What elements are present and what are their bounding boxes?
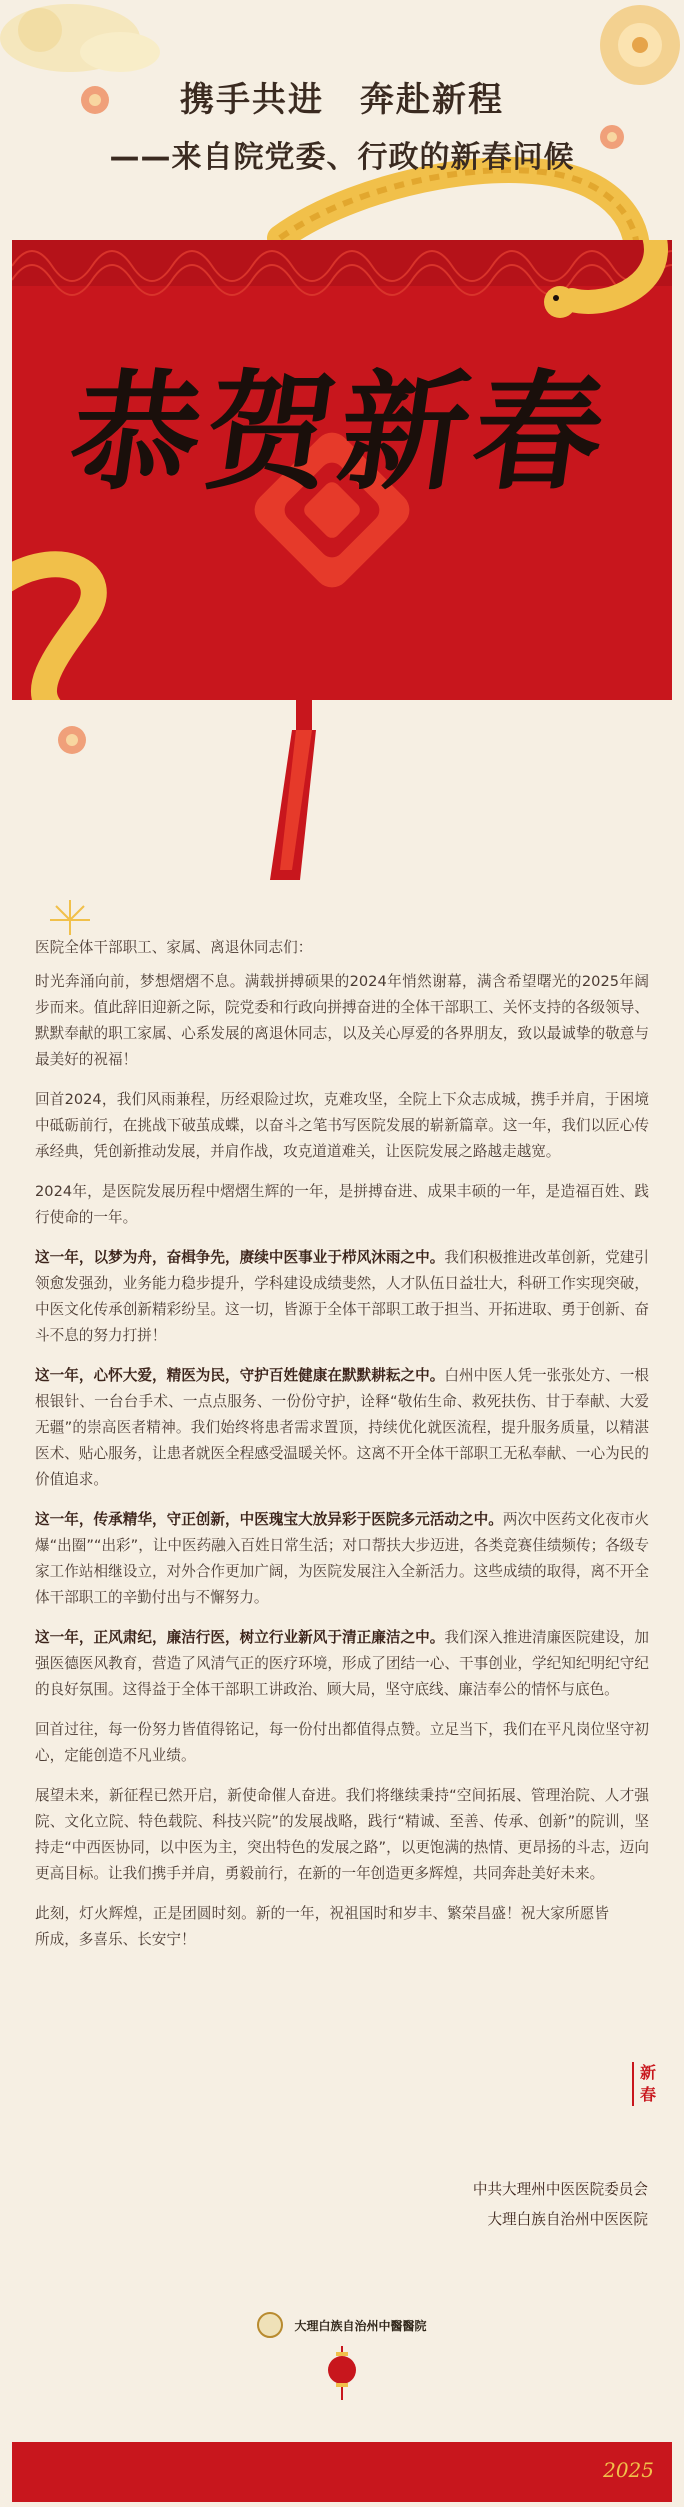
signature-hospital: 大理白族自治州中医医院	[487, 2211, 648, 2228]
tassel-icon	[270, 690, 316, 880]
paragraph: 2024年，是医院发展历程中熠熠生辉的一年，是拼搏奋进、成果丰硕的一年，是造福百姓、践行使命的一年。	[35, 1183, 649, 1226]
paragraph: 这一年，传承精华，守正创新，中医瑰宝大放异彩于医院多元活动之中。两次中医药文化夜市火爆“出圈”“出彩”，让中医药融入百姓日常生活；对口帮扶大步迈进，各类竞赛佳绩频传；各级专家工作站相继设立，对外合作更加广阔，为医院发展注入全新活力。这些成绩的取得，离不开全体干部职工的辛勤付出与不懈努力。	[35, 1511, 649, 1606]
paragraph: 这一年，正风肃纪，廉洁行医，树立行业新风于清正廉洁之中。我们深入推进清廉医院建设，加强医德医风教育，营造了风清气正的医疗环境，形成了团结一心、干事创业，学纪知纪明纪守纪的良好氛围。这得益于全体干部职工讲政治、顾大局，坚守底线、廉洁奉公的情怀与底色。	[35, 1629, 649, 1698]
paragraph: 此刻，灯火辉煌，正是团圆时刻。新的一年，祝祖国时和岁丰、繁荣昌盛！祝大家所愿皆所成，多喜乐、长安宁！	[35, 1905, 609, 1948]
plum-flower-icon	[58, 726, 86, 754]
firework-icon	[50, 900, 90, 935]
logo-emblem-icon	[257, 2312, 283, 2338]
paragraph: 展望未来，新征程已然开启，新使命催人奋进。我们将继续秉持“空间拓展、管理治院、人才强院、文化立院、特色载院、科技兴院”的发展战略，践行“精诚、至善、传承、创新”的院训，坚持走“中西医协同，以中医为主，突出特色的发展之路”，以更饱满的热情、更昂扬的斗志，迈向更高目标。让我们携手并肩，勇毅前行，在新的一年创造更多辉煌，共同奔赴美好未来。	[35, 1787, 649, 1882]
paragraph: 这一年，以梦为舟，奋楫争先，赓续中医事业于栉风沐雨之中。我们积极推进改革创新，党建引领愈发强劲，业务能力稳步提升，学科建设成绩斐然，人才队伍日益壮大，科研工作实现突破，中医文化传承创新精彩纷呈。这一切，皆源于全体干部职工敢于担当、开拓进取、勇于创新、奋斗不息的努力打拼！	[35, 1249, 649, 1344]
lantern-icon	[328, 2346, 356, 2400]
salutation: 医院全体干部职工、家属、离退休同志们：	[35, 939, 313, 956]
logo-text: 大理白族自治州中醫醫院	[294, 2318, 427, 2333]
lower-decoration	[0, 0, 684, 935]
page-title: 携手共进 奔赴新程	[180, 80, 504, 120]
paragraph: 时光奔涌向前，梦想熠熠不息。满载拼搏硕果的2024年悄然谢幕，满含希望曙光的2025年阔步而来。值此辞旧迎新之际，院党委和行政向拼搏奋进的全体干部职工、关怀支持的各级领导、默默奉献的职工家属、心系发展的离退休同志，以及关心厚爱的各界朋友，致以最诚挚的敬意与最美好的祝福！	[35, 973, 649, 1068]
new-spring-seal: 新春	[632, 2062, 666, 2106]
signature-block	[473, 2175, 648, 2235]
letter-body	[35, 935, 649, 1967]
year-stamp: 2025	[603, 2458, 654, 2482]
hospital-logo	[0, 2312, 684, 2342]
paragraph: 回首过往，每一份努力皆值得铭记，每一份付出都值得点赞。立足当下，我们在平凡岗位坚守初心，定能创造不凡业绩。	[35, 1721, 649, 1764]
signature-party-committee: 中共大理州中医医院委员会	[472, 2181, 648, 2198]
paragraph: 回首2024，我们风雨兼程，历经艰险过坎，克难攻坚，全院上下众志成城，携手并肩，于困境中砥砺前行，在挑战下破茧成蝶，以奋斗之笔书写医院发展的崭新篇章。这一年，我们以匠心传承经典，凭创新推动发展，并肩作战，攻克道道难关，让医院发展之路越走越宽。	[35, 1091, 649, 1160]
footer-band	[12, 2442, 672, 2502]
page-subtitle: ——来自院党委、行政的新春问候	[109, 140, 575, 175]
paragraph: 这一年，心怀大爱，精医为民，守护百姓健康在默默耕耘之中。白州中医人凭一张张处方、一根根银针、一台台手术、一点点服务、一份份守护，诠释“敬佑生命、救死扶伤、甘于奉献、大爱无疆”的崇高医者精神。我们始终将患者需求置顶，持续优化就医流程，提升服务质量，以精湛医术、贴心服务，让患者就医全程感受温暖关怀。这离不开全体干部职工无私奉献、一心为民的价值追求。	[35, 1367, 649, 1488]
greeting-calligraphy: 恭贺新春	[61, 358, 619, 508]
